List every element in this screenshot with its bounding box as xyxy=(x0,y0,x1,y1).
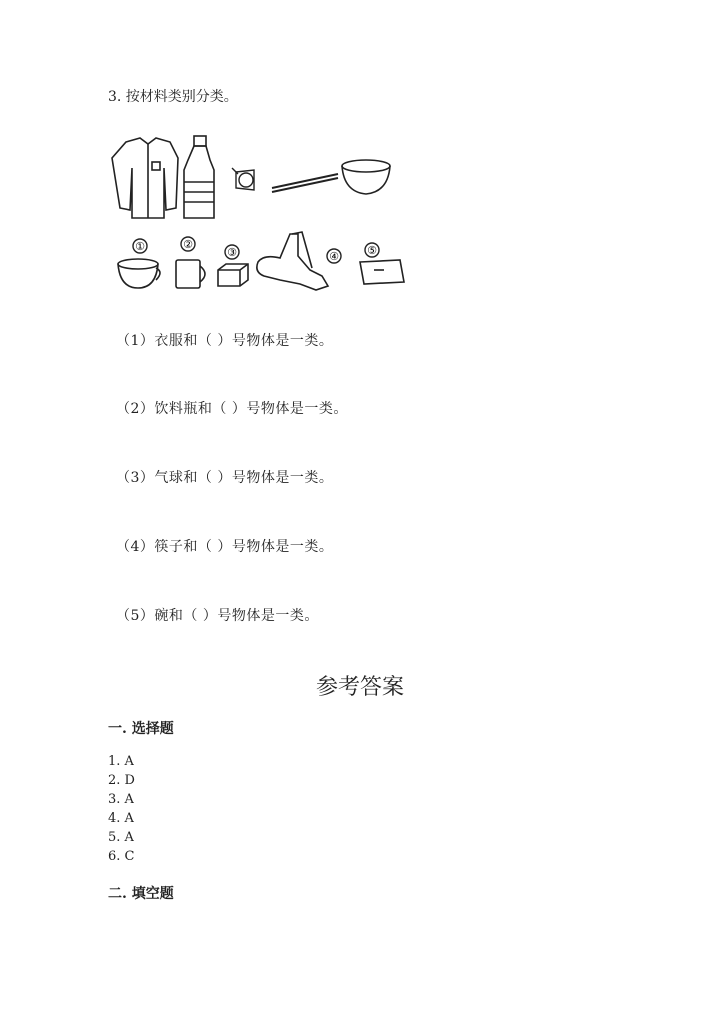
section-choice-title: 一. 选择题 xyxy=(108,721,174,737)
balloon-icon xyxy=(232,168,254,190)
mug-icon xyxy=(176,260,205,288)
label-1-text: ① xyxy=(135,240,145,253)
shirt-icon xyxy=(112,138,178,218)
cup-icon xyxy=(118,259,160,288)
label-2-text: ② xyxy=(183,238,193,251)
answer-line-5: 5. A xyxy=(108,830,134,845)
question-item-2: （2）饮料瓶和（ ）号物体是一类。 xyxy=(116,401,348,417)
question-item-3: （3）气球和（ ）号物体是一类。 xyxy=(116,470,334,486)
chopsticks-icon xyxy=(272,174,338,192)
answer-line-3: 3. A xyxy=(108,792,134,807)
bowl-icon xyxy=(342,160,390,194)
glove-icon xyxy=(257,232,328,290)
label-5-text: ⑤ xyxy=(367,244,377,257)
materials-figure xyxy=(104,130,414,298)
section-fill-title: 二. 填空题 xyxy=(108,886,174,902)
answer-line-4: 4. A xyxy=(108,811,134,826)
label-4-text: ④ xyxy=(329,250,339,263)
question-item-5: （5）碗和（ ）号物体是一类。 xyxy=(116,608,319,624)
answer-line-6: 6. C xyxy=(108,849,135,864)
question-title: 3. 按材料类别分类。 xyxy=(108,89,238,105)
question-item-4: （4）筷子和（ ）号物体是一类。 xyxy=(116,539,334,555)
book-icon xyxy=(360,260,404,284)
label-3-text: ③ xyxy=(227,246,237,259)
bottle-icon xyxy=(184,136,214,218)
soap-icon xyxy=(218,264,248,286)
question-item-1: （1）衣服和（ ）号物体是一类。 xyxy=(116,333,334,349)
answers-title: 参考答案 xyxy=(315,675,404,700)
answer-line-2: 2. D xyxy=(108,773,135,788)
answer-line-1: 1. A xyxy=(108,754,134,769)
